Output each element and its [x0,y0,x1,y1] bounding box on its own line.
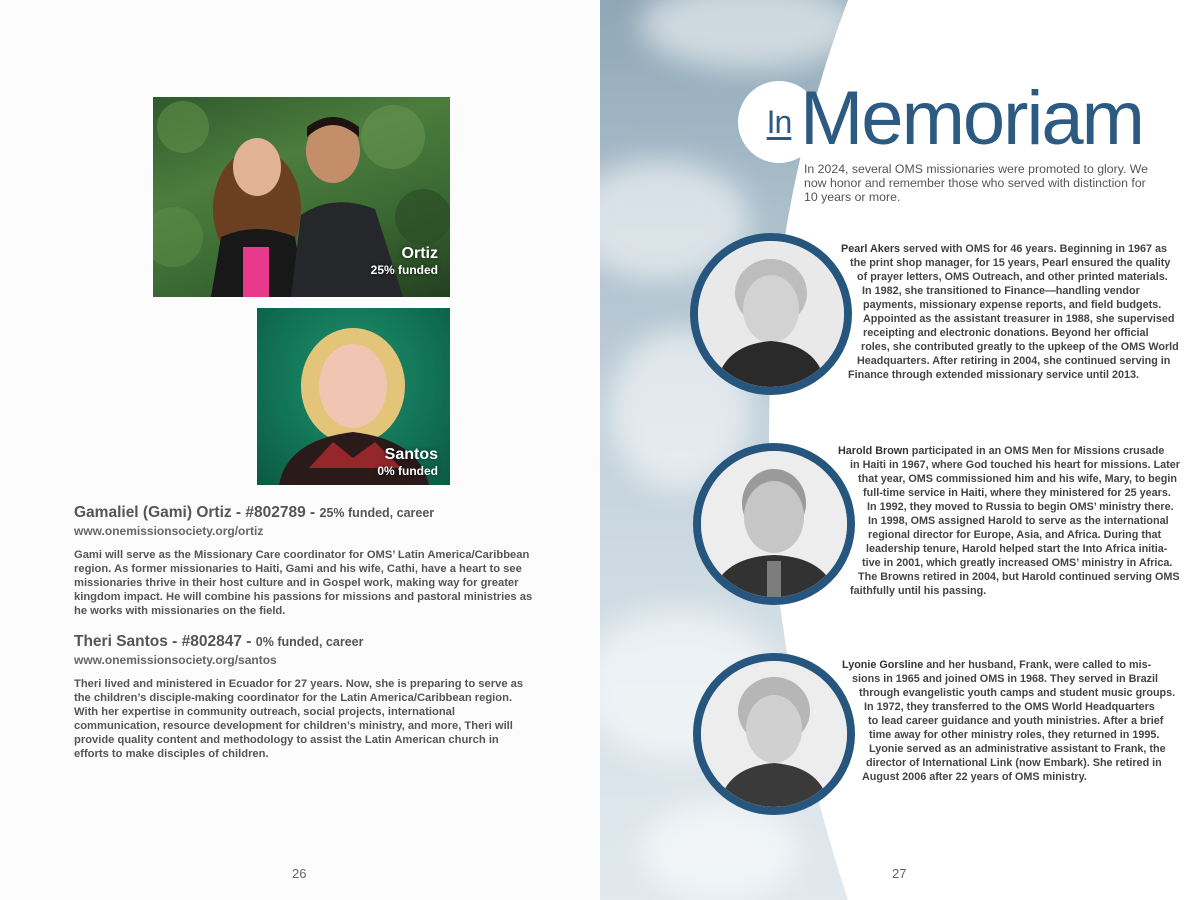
page-title: Memoriam [800,76,1143,161]
portrait-lyonie-gorsline [693,653,855,815]
bio-line: served with OMS for 46 years. Beginning in 1967 as [900,243,1168,255]
profile-name: Gamaliel (Gami) Ortiz - #802789 - [74,504,316,521]
ortiz-photo-caption [371,245,438,277]
bio-line: in Haiti in 1967, where God touched his heart for missions. Later [850,459,1180,471]
santos-caption-funding: 0% funded [377,464,438,478]
bio-line: of prayer letters, OMS Outreach, and other printed materials. [857,271,1168,283]
profile-url: www.onemissionsociety.org/santos [74,653,277,667]
bio-line: Headquarters. After retiring in 2004, she continued serving in [857,355,1171,367]
profile-body: Theri lived and ministered in Ecuador for 27 years. Now, she is preparing to serve as the children’s disciple-making coordinator for the Latin America/Caribbean region. With her expertise in community outreach, social projects, international communication, resource development for children’s ministry, and more, Theri will provide quality content and methodology to assist the Latin American church in efforts to make disciples of children. [74,678,524,760]
intro-text: In 2024, several OMS missionaries were promoted to glory. We now honor and remember those who served with distinction for 10 years or more. [804,162,1149,204]
profile-funding: 0% funded, career [255,635,364,649]
bio-line: receipting and electronic donations. Beyond her official [863,327,1149,339]
bio-line: sions in 1965 and joined OMS in 1968. They served in Brazil [852,673,1159,685]
profile-funding: 25% funded, career [319,506,435,520]
bio-line: full-time service in Haiti, where they ministered for 25 years. [863,487,1171,499]
memorial-harold-brown [838,444,1180,598]
santos-photo-caption [377,446,438,478]
ortiz-caption-funding: 25% funded [370,263,438,277]
bio-line: to lead career guidance and youth ministries. After a brief [868,715,1164,727]
page-number-left: 26 [292,866,307,881]
memorial-name: Harold Brown [838,445,909,457]
bio-line: payments, missionary expense reports, and field budgets. [863,299,1162,311]
profile-santos [74,633,534,761]
bio-line: Lyonie served as an administrative assistant to Frank, the [869,743,1166,755]
bio-line: faithfully until his passing. [850,585,987,597]
profile-name: Theri Santos - #802847 - [74,633,252,650]
bio-line: director of International Link (now Embark). She retired in [866,757,1162,769]
bio-line: that year, OMS commissioned him and his wife, Mary, to begin [858,473,1177,485]
title-prefix: In [766,103,792,140]
profile-heading [74,504,534,522]
santos-photo [257,308,450,485]
profile-body: Gami will serve as the Missionary Care coordinator for OMS’ Latin America/Caribbean region. As former missionaries to Haiti, Gami and his wife, Cathi, have a heart to see missionaries thrive in their host culture and in Gospel work, making way for greater kingdom impact. He will combine his passions for missions and pastoral ministries as he works with missionaries on the field. [74,549,533,617]
profile-ortiz [74,504,534,618]
bio-line: the print shop manager, for 15 years, Pearl ensured the quality [850,257,1171,269]
bio-line: Finance through extended missionary service until 2013. [848,369,1140,381]
portrait-pearl-akers [690,233,852,395]
bio-line: In 1972, they transferred to the OMS World Headquarters [864,701,1155,713]
memorial-name: Lyonie Gorsline [842,659,924,671]
portrait-harold-brown [693,443,855,605]
page-number-right: 27 [892,866,907,881]
memorial-name: Pearl Akers [841,243,901,255]
bio-line: leadership tenure, Harold helped start the Into Africa initia- [866,543,1168,555]
profile-url: www.onemissionsociety.org/ortiz [74,524,264,538]
ortiz-photo [153,97,450,297]
memorial-pearl-akers [841,242,1179,382]
memorial-lyonie-gorsline [842,658,1175,784]
bio-line: tive in 2001, which greatly increased OMS’ ministry in Africa. [862,557,1173,569]
bio-line: participated in an OMS Men for Missions crusade [908,445,1165,457]
bio-line: In 1982, she transitioned to Finance—handling vendor [862,285,1140,297]
bio-line: and her husband, Frank, were called to mis- [923,659,1152,671]
bio-line: time away for other ministry roles, they returned in 1995. [869,729,1160,741]
bio-line: through evangelistic youth camps and student music groups. [859,687,1176,699]
bio-line: roles, she contributed greatly to the upkeep of the OMS World [861,341,1179,353]
bio-line: August 2006 after 22 years of OMS ministry. [862,771,1087,783]
bio-line: In 1992, they moved to Russia to begin OMS’ ministry there. [867,501,1174,513]
santos-caption-name: Santos [384,446,438,463]
bio-line: Appointed as the assistant treasurer in 1988, she supervised [863,313,1175,325]
bio-line: regional director for Europe, Asia, and Africa. During that [868,529,1162,541]
profile-heading [74,633,534,651]
bio-line: In 1998, OMS assigned Harold to serve as the international [868,515,1169,527]
bio-line: The Browns retired in 2004, but Harold continued serving OMS [858,571,1180,583]
ortiz-caption-name: Ortiz [401,245,438,262]
